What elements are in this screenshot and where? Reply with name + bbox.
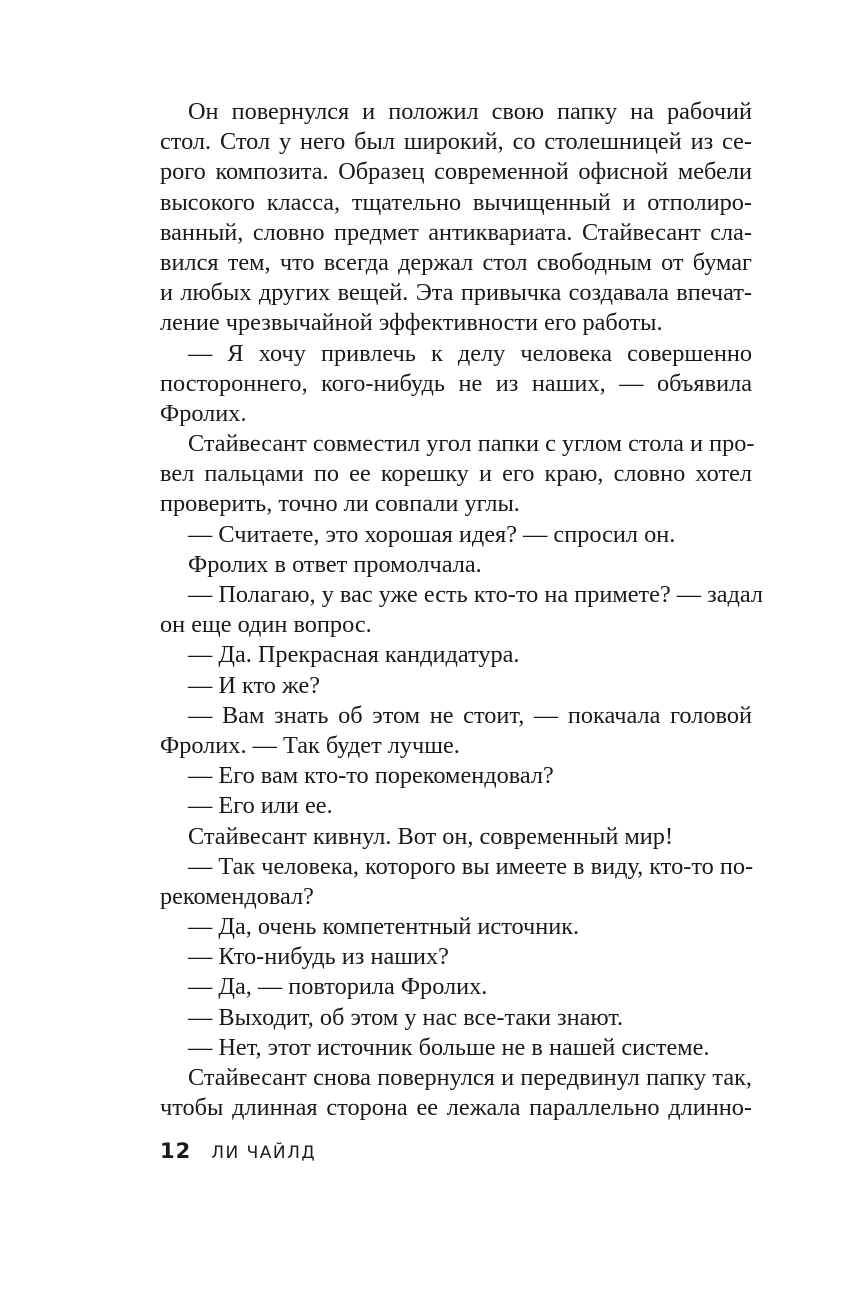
text-line: — Нет, этот источник больше не в нашей системе. (188, 1033, 710, 1061)
text-line: — Выходит, об этом у нас все-таки знают. (188, 1003, 624, 1031)
text-line: Стайвесант совместил угол папки с углом стола и про- (188, 430, 755, 458)
text-line: и любых других вещей. Эта привычка создавала впечат- (160, 279, 752, 307)
text-line: — Да, — повторила Фролих. (188, 973, 488, 1001)
text-line: ление чрезвычайной эффективности его работы. (160, 309, 663, 337)
text-line: проверить, точно ли совпали углы. (160, 490, 520, 518)
text-line: — Я хочу привлечь к делу человека совершенно (188, 339, 752, 367)
text-line: рекомендовал? (160, 882, 314, 910)
page-number: 12 (160, 1139, 192, 1163)
text-line: — Его или ее. (188, 792, 333, 820)
text-line: — Так человека, которого вы имеете в виду, кто-то по- (188, 852, 754, 880)
text-line: ванный, словно предмет антиквариата. Стайвесант сла- (160, 218, 752, 246)
text-line: чтобы длинная сторона ее лежала параллельно длинно- (160, 1094, 752, 1122)
running-head-author: ЛИ ЧАЙЛД (211, 1143, 317, 1163)
page-footer (160, 1139, 316, 1169)
text-line: — И кто же? (188, 671, 321, 699)
text-line: высокого класса, тщательно вычищенный и отполиро- (160, 188, 752, 216)
text-line: постороннего, кого-нибудь не из наших, — объявила (160, 369, 752, 397)
text-line: — Да. Прекрасная кандидатура. (188, 641, 520, 669)
text-line: Фролих. — Так будет лучше. (160, 731, 460, 759)
text-line: вился тем, что всегда держал стол свободным от бумаг (160, 248, 752, 276)
text-line: рого композита. Образец современной офисной мебели (160, 158, 752, 186)
text-line: — Кто-нибудь из наших? (188, 943, 449, 971)
text-line: Он повернулся и положил свою папку на рабочий (188, 98, 752, 125)
text-line: — Да, очень компетентный источник. (188, 913, 580, 941)
text-line: — Считаете, это хорошая идея? — спросил он. (188, 520, 676, 548)
text-line: Фролих. (160, 399, 247, 427)
text-line: стол. Стол у него был широкий, со столешницей из се- (160, 128, 752, 156)
text-line: он еще один вопрос. (160, 611, 372, 639)
body-text (160, 97, 764, 1123)
text-line: вел пальцами по ее корешку и его краю, словно хотел (160, 460, 752, 488)
text-line: Стайвесант снова повернулся и передвинул папку так, (188, 1064, 752, 1091)
text-line: — Вам знать об этом не стоит, — покачала головой (188, 701, 752, 729)
text-line: Стайвесант кивнул. Вот он, современный мир! (188, 822, 674, 850)
text-line: Фролих в ответ промолчала. (188, 550, 482, 578)
text-line: — Полагаю, у вас уже есть кто-то на примете? — задал (188, 581, 764, 608)
text-line: — Его вам кто-то порекомендовал? (188, 762, 554, 790)
